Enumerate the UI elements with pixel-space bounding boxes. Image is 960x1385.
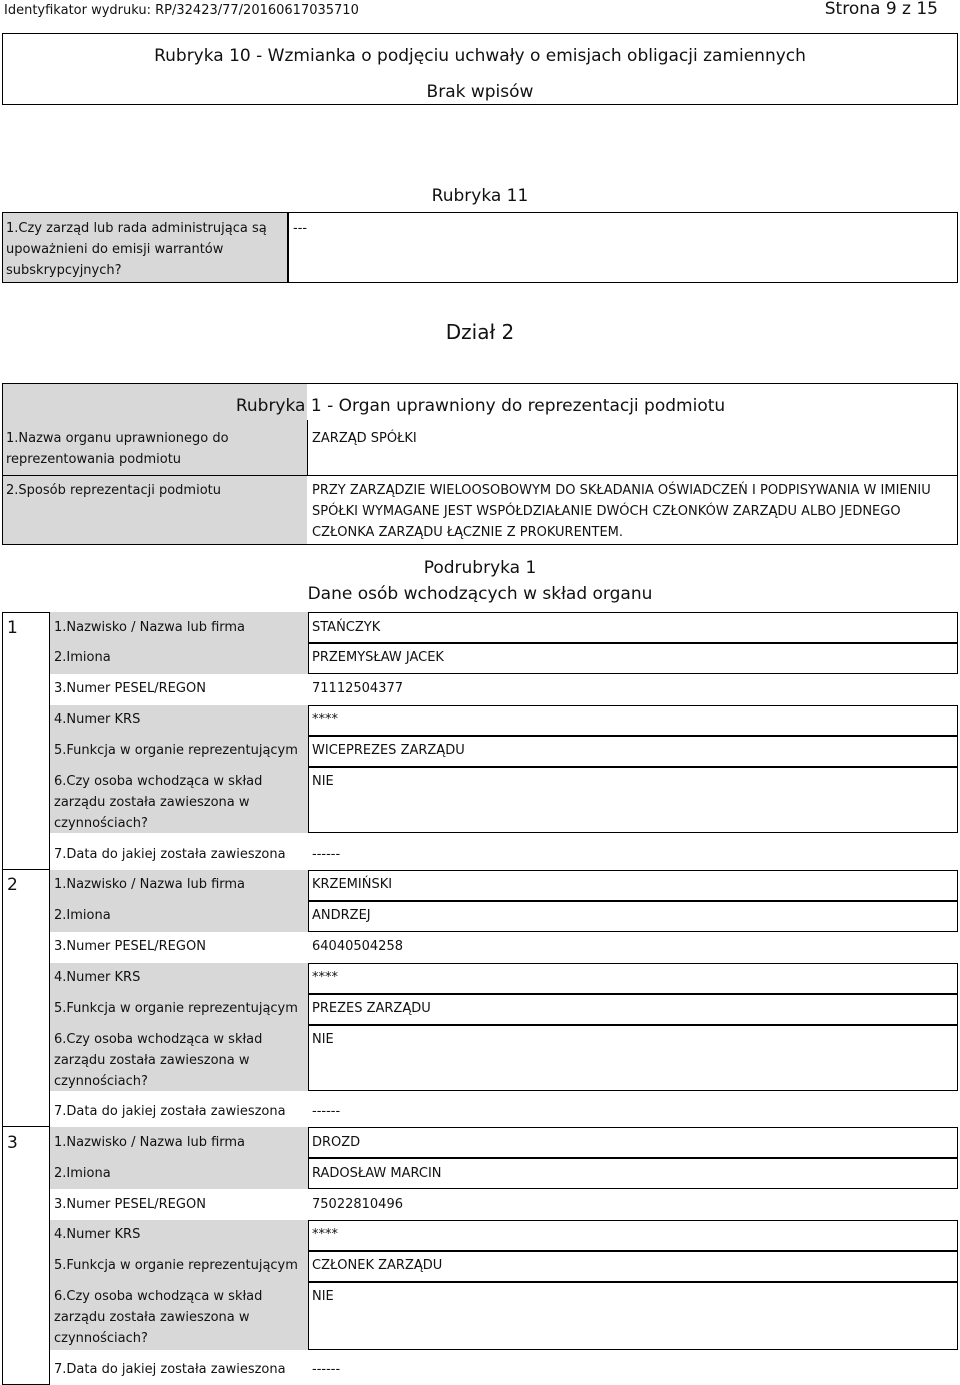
person-3-label-imiona: 2.Imiona bbox=[54, 1166, 111, 1181]
person-1-cell-krs bbox=[308, 705, 958, 736]
person-2-label-pesel: 3.Numer PESEL/REGON bbox=[54, 939, 206, 954]
page-number: Strona 9 z 15 bbox=[824, 0, 938, 19]
person-3-cell-nazwisko bbox=[308, 1127, 958, 1158]
person-1-label-funkcja: 5.Funkcja w organie reprezentującym bbox=[54, 743, 298, 758]
person-2-label-imiona: 2.Imiona bbox=[54, 908, 111, 923]
person-3-data: ------ bbox=[312, 1362, 341, 1377]
person-1-number-cell bbox=[2, 612, 50, 870]
person-3-imiona: RADOSŁAW MARCIN bbox=[312, 1166, 442, 1181]
person-3-zawieszona: NIE bbox=[312, 1289, 334, 1304]
person-2-label-zawieszona: 6.Czy osoba wchodząca w skład zarządu została zawieszona w czynnościach? bbox=[54, 1032, 263, 1089]
person-2-krs: **** bbox=[312, 970, 338, 985]
rubryka-10-status: Brak wpisów bbox=[426, 82, 534, 102]
person-2-pesel: 64040504258 bbox=[312, 939, 403, 954]
print-identifier: Identyfikator wydruku: RP/32423/77/20160617035710 bbox=[4, 3, 359, 18]
rubryka-1-title: Rubryka 1 - Organ uprawniony do reprezentacji podmiotu bbox=[235, 396, 726, 416]
person-1-zawieszona: NIE bbox=[312, 774, 334, 789]
person-3-nazwisko: DROZD bbox=[312, 1135, 361, 1150]
person-3-cell-krs bbox=[308, 1220, 958, 1251]
person-1-nazwisko: STAŃCZYK bbox=[312, 620, 381, 635]
person-1-funkcja: WICEPREZES ZARZĄDU bbox=[312, 743, 465, 758]
person-3-label-nazwisko: 1.Nazwisko / Nazwa lub firma bbox=[54, 1135, 246, 1150]
person-2-label-data: 7.Data do jakiej została zawieszona bbox=[54, 1104, 286, 1119]
podrubryka-subtitle: Dane osób wchodzących w skład organu bbox=[307, 584, 653, 604]
person-3-cell-zawieszona bbox=[308, 1282, 958, 1350]
person-2-funkcja: PREZES ZARZĄDU bbox=[312, 1001, 431, 1016]
person-2-cell-nazwisko bbox=[308, 870, 958, 901]
person-1-label-nazwisko: 1.Nazwisko / Nazwa lub firma bbox=[54, 620, 246, 635]
person-3-funkcja: CZŁONEK ZARZĄDU bbox=[312, 1258, 443, 1273]
person-1-label-imiona: 2.Imiona bbox=[54, 650, 111, 665]
person-2-number: 2 bbox=[7, 875, 18, 895]
person-2-label-nazwisko: 1.Nazwisko / Nazwa lub firma bbox=[54, 877, 246, 892]
person-1-label-data: 7.Data do jakiej została zawieszona bbox=[54, 847, 286, 862]
person-1-cell-nazwisko bbox=[308, 612, 958, 643]
person-1-number: 1 bbox=[7, 618, 18, 638]
rubryka-11-q1-value: --- bbox=[293, 221, 308, 236]
rubryka-1-f1-label: 1.Nazwa organu uprawnionego do reprezentowania podmiotu bbox=[6, 431, 229, 467]
rubryka-10-title: Rubryka 10 - Wzmianka o podjęciu uchwały o emisjach obligacji zamiennych bbox=[154, 46, 806, 66]
person-1-label-krs: 4.Numer KRS bbox=[54, 712, 141, 727]
person-3-label-krs: 4.Numer KRS bbox=[54, 1227, 141, 1242]
dzial-title: Dział 2 bbox=[445, 320, 515, 344]
person-2-cell-imiona bbox=[308, 901, 958, 932]
person-2-imiona: ANDRZEJ bbox=[312, 908, 371, 923]
person-2-nazwisko: KRZEMIŃSKI bbox=[312, 877, 393, 892]
rubryka-1-row-divider bbox=[3, 475, 958, 476]
rubryka-1-divider bbox=[307, 420, 308, 475]
person-2-cell-zawieszona bbox=[308, 1025, 958, 1091]
person-3-label-funkcja: 5.Funkcja w organie reprezentującym bbox=[54, 1258, 298, 1273]
person-2-number-cell bbox=[2, 869, 50, 1127]
person-1-krs: **** bbox=[312, 712, 338, 727]
person-1-label-pesel: 3.Numer PESEL/REGON bbox=[54, 681, 206, 696]
person-3-number-cell bbox=[2, 1126, 50, 1385]
person-2-label-krs: 4.Numer KRS bbox=[54, 970, 141, 985]
person-3-label-pesel: 3.Numer PESEL/REGON bbox=[54, 1197, 206, 1212]
person-3-pesel: 75022810496 bbox=[312, 1197, 403, 1212]
person-2-cell-krs bbox=[308, 963, 958, 994]
rubryka-11-q1-label: 1.Czy zarząd lub rada administrująca są upoważnieni do emisji warrantów subskrypcyjnych? bbox=[6, 221, 267, 278]
rubryka-1-f2-value: PRZY ZARZĄDZIE WIELOOSOBOWYM DO SKŁADANIA OŚWIADCZEŃ I PODPISYWANIA W IMIENIU SPÓŁKI WYMAGANE JEST WSPÓŁDZIAŁANIE DWÓCH CZŁONKÓW ZARZĄDU ALBO JEDNEGO CZŁONKA ZARZĄDU ŁĄCZNIE Z PROKURENTEM. bbox=[312, 483, 931, 540]
person-3-krs: **** bbox=[312, 1227, 338, 1242]
person-1-imiona: PRZEMYSŁAW JACEK bbox=[312, 650, 444, 665]
person-3-label-data: 7.Data do jakiej została zawieszona bbox=[54, 1362, 286, 1377]
person-1-cell-zawieszona bbox=[308, 767, 958, 833]
person-1-data: ------ bbox=[312, 847, 341, 862]
person-1-pesel: 71112504377 bbox=[312, 681, 403, 696]
rubryka-11-value-cell bbox=[288, 212, 958, 283]
person-1-label-zawieszona: 6.Czy osoba wchodząca w skład zarządu została zawieszona w czynnościach? bbox=[54, 774, 263, 831]
rubryka-1-f1-value: ZARZĄD SPÓŁKI bbox=[312, 431, 417, 446]
person-2-data: ------ bbox=[312, 1104, 341, 1119]
person-3-number: 3 bbox=[7, 1133, 18, 1153]
person-3-label-zawieszona: 6.Czy osoba wchodząca w skład zarządu została zawieszona w czynnościach? bbox=[54, 1289, 263, 1346]
podrubryka-title: Podrubryka 1 bbox=[423, 558, 537, 578]
rubryka-11-title: Rubryka 11 bbox=[431, 186, 529, 206]
rubryka-1-f2-label: 2.Sposób reprezentacji podmiotu bbox=[6, 483, 221, 498]
person-2-zawieszona: NIE bbox=[312, 1032, 334, 1047]
person-2-label-funkcja: 5.Funkcja w organie reprezentującym bbox=[54, 1001, 298, 1016]
